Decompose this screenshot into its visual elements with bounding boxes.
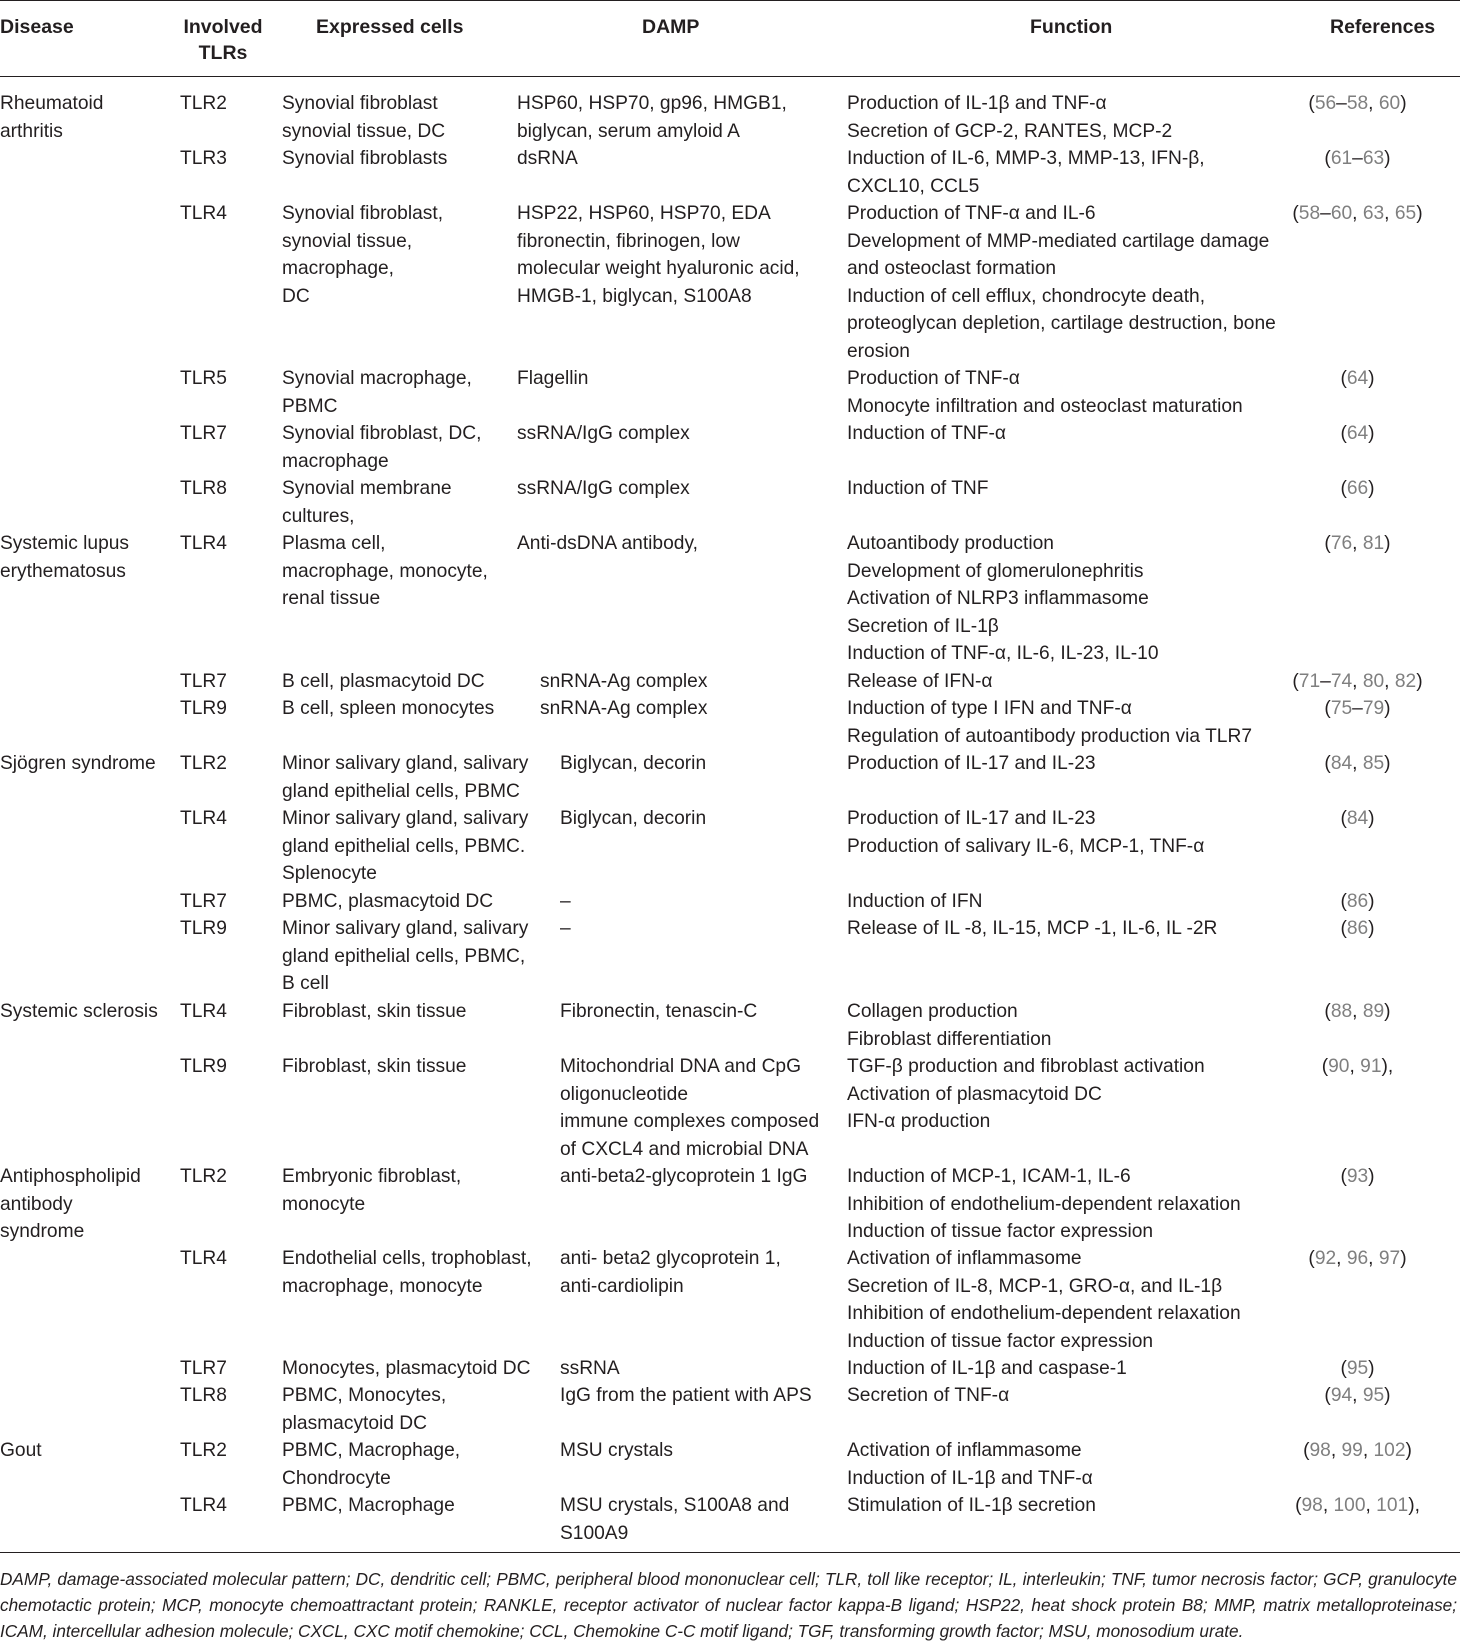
damp-cell xyxy=(560,998,757,1026)
damp-cell-line: biglycan, serum amyloid A xyxy=(517,120,740,142)
header-tlrs-line1: Involved xyxy=(183,16,263,38)
damp-cell xyxy=(560,1053,819,1163)
expressed-cells-cell xyxy=(282,915,528,998)
damp-cell-line: – xyxy=(560,891,571,912)
expressed-cells-cell xyxy=(282,888,493,916)
expressed-cells-cell-line: renal tissue xyxy=(282,588,381,609)
function-cell-line: Production of IL-17 and IL-23 xyxy=(847,753,1096,774)
reference-cell xyxy=(1255,1163,1460,1191)
disease-cell-line: arthritis xyxy=(0,120,63,142)
expressed-cells-cell-line: Fibroblast, skin tissue xyxy=(282,1056,467,1077)
expressed-cells-cell-line: Minor salivary gland, salivary xyxy=(282,918,529,939)
damp-cell-line: Flagellin xyxy=(517,368,589,389)
disease-cell-line: Systemic sclerosis xyxy=(0,1001,158,1022)
disease-cell xyxy=(0,90,103,145)
function-cell-line: Secretion of TNF-α xyxy=(847,1385,1010,1406)
reference-cell xyxy=(1255,915,1460,943)
function-cell-line: Production of salivary IL-6, MCP-1, TNF-α xyxy=(847,835,1205,857)
reference-cell xyxy=(1255,475,1460,503)
tlr-cell: TLR4 xyxy=(180,1001,227,1022)
reference-cell xyxy=(1255,1437,1460,1465)
damp-cell-line: – xyxy=(560,918,571,939)
reference-link[interactable]: (61–63) xyxy=(1324,148,1391,169)
tlr-cell: TLR7 xyxy=(180,1358,227,1379)
reference-cell xyxy=(1255,750,1460,778)
expressed-cells-cell xyxy=(282,475,452,530)
expressed-cells-cell-line: monocyte xyxy=(282,1193,366,1215)
reference-cell xyxy=(1255,1382,1460,1410)
damp-cell-line: HMGB-1, biglycan, S100A8 xyxy=(517,285,752,307)
function-cell xyxy=(847,365,1243,420)
function-cell-line: Production of TNF-α xyxy=(847,368,1020,389)
expressed-cells-cell-line: plasmacytoid DC xyxy=(282,1412,428,1434)
expressed-cells-cell-line: B cell, spleen monocytes xyxy=(282,698,495,719)
damp-cell-line: ssRNA xyxy=(560,1358,620,1379)
reference-cell xyxy=(1255,998,1460,1026)
expressed-cells-cell xyxy=(282,530,488,613)
damp-cell-line: anti- beta2 glycoprotein 1, xyxy=(560,1248,781,1269)
function-cell xyxy=(847,805,1204,860)
expressed-cells-cell-line: Splenocyte xyxy=(282,863,377,884)
damp-cell-line: ssRNA/IgG complex xyxy=(517,423,690,444)
damp-cell-line: IgG from the patient with APS xyxy=(560,1385,812,1406)
function-cell-line: Induction of IL-1β and TNF-α xyxy=(847,1467,1093,1489)
expressed-cells-cell-line: DC xyxy=(282,285,310,307)
expressed-cells-cell xyxy=(282,1355,530,1383)
disease-cell-line: Gout xyxy=(0,1440,42,1461)
expressed-cells-cell xyxy=(282,1382,446,1437)
disease-cell-line: erythematosus xyxy=(0,560,126,582)
expressed-cells-cell xyxy=(282,200,443,310)
reference-cell xyxy=(1255,1245,1460,1273)
reference-link[interactable]: (86) xyxy=(1340,891,1375,912)
reference-link[interactable]: (93) xyxy=(1340,1166,1375,1187)
expressed-cells-cell-line: Chondrocyte xyxy=(282,1467,391,1489)
damp-cell xyxy=(560,1163,807,1191)
function-cell-line: Collagen production xyxy=(847,1001,1018,1022)
reference-link[interactable]: (66) xyxy=(1340,478,1375,499)
expressed-cells-cell-line: Embryonic fibroblast, xyxy=(282,1166,462,1187)
reference-link[interactable]: (86) xyxy=(1340,918,1375,939)
reference-link[interactable]: (75–79) xyxy=(1324,698,1391,719)
expressed-cells-cell-line: Synovial macrophage, xyxy=(282,368,472,389)
function-cell xyxy=(847,145,1205,200)
damp-cell xyxy=(560,888,571,916)
reference-link[interactable]: (98, 100, 101), xyxy=(1295,1495,1420,1516)
expressed-cells-cell-line: macrophage, monocyte, xyxy=(282,560,488,582)
reference-link[interactable]: (76, 81) xyxy=(1324,533,1391,554)
header-tlrs xyxy=(183,14,263,66)
tlr-cell: TLR2 xyxy=(180,753,227,774)
function-cell-line: Inhibition of endothelium-dependent relaxation xyxy=(847,1193,1241,1215)
expressed-cells-cell xyxy=(282,998,466,1026)
reference-cell xyxy=(1255,1492,1460,1520)
reference-link[interactable]: (92, 96, 97) xyxy=(1308,1248,1407,1269)
tlr-cell: TLR4 xyxy=(180,533,227,554)
tlr-cell: TLR3 xyxy=(180,148,227,169)
tlr-cell: TLR9 xyxy=(180,918,227,939)
tlr-cell: TLR2 xyxy=(180,1440,227,1461)
damp-cell xyxy=(560,915,571,943)
reference-cell xyxy=(1255,668,1460,696)
damp-cell-line: of CXCL4 and microbial DNA xyxy=(560,1138,809,1160)
damp-cell-line: snRNA-Ag complex xyxy=(540,698,708,719)
function-cell xyxy=(847,1355,1127,1383)
function-cell-line: Secretion of IL-8, MCP-1, GRO-α, and IL-1β xyxy=(847,1275,1223,1297)
reference-cell xyxy=(1255,200,1460,228)
function-cell xyxy=(847,420,1006,448)
reference-link[interactable]: (90, 91), xyxy=(1321,1056,1394,1077)
expressed-cells-cell-line: macrophage, xyxy=(282,258,394,279)
function-cell-line: Activation of NLRP3 inflammasome xyxy=(847,588,1149,609)
reference-link[interactable]: (56–58, 60) xyxy=(1308,93,1407,114)
damp-cell-line: Biglycan, decorin xyxy=(560,808,707,829)
damp-cell xyxy=(517,145,578,173)
function-cell-line: Release of IL -8, IL-15, MCP -1, IL-6, IL -2R xyxy=(847,918,1218,939)
damp-cell-line: S100A9 xyxy=(560,1522,629,1544)
reference-cell xyxy=(1255,888,1460,916)
expressed-cells-cell-line: Endothelial cells, trophoblast, xyxy=(282,1248,532,1269)
reference-cell xyxy=(1255,90,1460,118)
table-header xyxy=(0,0,1460,77)
function-cell-line: Induction of IL-6, MMP-3, MMP-13, IFN-β, xyxy=(847,148,1205,169)
tlr-cell: TLR7 xyxy=(180,891,227,912)
function-cell xyxy=(847,530,1159,668)
expressed-cells-cell-line: macrophage xyxy=(282,450,389,472)
reference-link[interactable]: (98, 99, 102) xyxy=(1303,1440,1412,1461)
function-cell xyxy=(847,1437,1093,1492)
function-cell-line: Inhibition of endothelium-dependent relaxation xyxy=(847,1303,1241,1324)
damp-cell xyxy=(517,90,787,145)
disease-cell xyxy=(0,1437,42,1465)
damp-cell-line: anti-beta2-glycoprotein 1 IgG xyxy=(560,1166,808,1187)
function-cell-line: Monocyte infiltration and osteoclast maturation xyxy=(847,395,1243,417)
function-cell-line: Production of IL-17 and IL-23 xyxy=(847,808,1096,829)
reference-cell xyxy=(1255,805,1460,833)
expressed-cells-cell-line: PBMC, plasmacytoid DC xyxy=(282,891,494,912)
function-cell-line: IFN-α production xyxy=(847,1111,991,1132)
damp-cell-line: molecular weight hyaluronic acid, xyxy=(517,258,800,279)
damp-cell xyxy=(517,475,690,503)
function-cell-line: Induction of type I IFN and TNF-α xyxy=(847,698,1132,719)
expressed-cells-cell xyxy=(282,1163,461,1218)
expressed-cells-cell-line: Synovial fibroblast xyxy=(282,93,438,114)
damp-cell xyxy=(560,1245,781,1300)
reference-link[interactable]: (94, 95) xyxy=(1324,1385,1391,1406)
damp-cell xyxy=(517,420,690,448)
expressed-cells-cell xyxy=(282,750,528,805)
expressed-cells-cell-line: synovial tissue, xyxy=(282,230,413,252)
function-cell-line: Development of MMP-mediated cartilage damage xyxy=(847,230,1270,252)
header-damp: DAMP xyxy=(642,16,700,38)
expressed-cells-cell xyxy=(282,1245,532,1300)
footnote-text: DAMP, damage-associated molecular pattern; DC, dendritic cell; PBMC, peripheral blood mononuclear cell; TLR, toll like receptor; IL, interleukin; TNF, tumor necrosis factor; GCP, granulocyte chemotactic protein; MCP, monocyte chemoattractant protein; RANKLE, receptor activator of nuclear factor kappa-B ligand; HSP22, heat shock protein B8; MMP, matrix metalloproteinase; ICAM, intercellular adhesion molecule; CXCL, CXC motif chemokine; CCL, Chemokine C-C motif ligand; TGF, transforming growth factor; MSU, monosodium urate. xyxy=(0,1569,1457,1641)
damp-cell xyxy=(560,1355,620,1383)
disease-cell xyxy=(0,530,129,585)
function-cell-line: Induction of TNF-α xyxy=(847,423,1006,444)
function-cell xyxy=(847,475,989,503)
damp-cell-line: oligonucleotide xyxy=(560,1083,689,1105)
function-cell-line: Induction of TNF-α, IL-6, IL-23, IL-10 xyxy=(847,643,1159,664)
expressed-cells-cell-line: gland epithelial cells, PBMC xyxy=(282,780,520,802)
header-references: References xyxy=(1330,16,1436,38)
damp-cell xyxy=(560,750,706,778)
reference-link[interactable]: (71–74, 80, 82) xyxy=(1292,671,1423,692)
expressed-cells-cell xyxy=(282,668,485,696)
damp-cell-line: Biglycan, decorin xyxy=(560,753,707,774)
expressed-cells-cell-line: Monocytes, plasmacytoid DC xyxy=(282,1358,531,1379)
function-cell-line: Induction of IL-1β and caspase-1 xyxy=(847,1358,1127,1379)
disease-cell xyxy=(0,1163,141,1246)
function-cell-line: TGF-β production and fibroblast activation xyxy=(847,1056,1205,1077)
disease-cell-line: Systemic lupus xyxy=(0,533,130,554)
damp-cell-line: Anti-dsDNA antibody, xyxy=(517,533,698,554)
damp-cell-line: fibronectin, fibrinogen, low xyxy=(517,230,740,252)
expressed-cells-cell-line: Synovial fibroblast, xyxy=(282,203,444,224)
expressed-cells-cell-line: cultures, xyxy=(282,505,355,527)
expressed-cells-cell xyxy=(282,1492,455,1520)
disease-cell-line: syndrome xyxy=(0,1221,85,1242)
header-expressed-cells: Expressed cells xyxy=(316,16,464,38)
expressed-cells-cell-line: gland epithelial cells, PBMC, xyxy=(282,945,526,967)
expressed-cells-cell xyxy=(282,145,447,173)
function-cell-line: Regulation of autoantibody production via TLR7 xyxy=(847,725,1252,747)
function-cell-line: Production of TNF-α and IL-6 xyxy=(847,203,1096,224)
function-cell xyxy=(847,1053,1205,1136)
function-cell xyxy=(847,1245,1241,1355)
function-cell xyxy=(847,888,982,916)
function-cell xyxy=(847,695,1252,750)
function-cell xyxy=(847,750,1096,778)
damp-cell xyxy=(540,668,707,696)
reference-link[interactable]: (84, 85) xyxy=(1324,753,1391,774)
expressed-cells-cell xyxy=(282,805,528,888)
expressed-cells-cell-line: B cell xyxy=(282,973,329,994)
tlr-cell: TLR2 xyxy=(180,93,227,114)
damp-cell-line: snRNA-Ag complex xyxy=(540,671,708,692)
function-cell xyxy=(847,915,1217,943)
disease-cell-line: Rheumatoid xyxy=(0,93,104,114)
damp-cell-line: dsRNA xyxy=(517,148,578,169)
tlr-cell: TLR9 xyxy=(180,698,227,719)
function-cell-line: Induction of MCP-1, ICAM-1, IL-6 xyxy=(847,1166,1131,1187)
expressed-cells-cell xyxy=(282,90,445,145)
expressed-cells-cell-line: synovial tissue, DC xyxy=(282,120,446,142)
function-cell xyxy=(847,1163,1241,1246)
function-cell-line: Release of IFN-α xyxy=(847,671,993,692)
function-cell-line: Development of glomerulonephritis xyxy=(847,560,1144,582)
reference-cell xyxy=(1255,1355,1460,1383)
expressed-cells-cell-line: PBMC, Macrophage xyxy=(282,1495,455,1516)
tlr-cell: TLR9 xyxy=(180,1056,227,1077)
reference-link[interactable]: (58–60, 63, 65) xyxy=(1292,203,1423,224)
function-cell-line: Activation of inflammasome xyxy=(847,1440,1082,1461)
function-cell xyxy=(847,1492,1096,1520)
function-cell-line: erosion xyxy=(847,340,910,362)
tlr-cell: TLR5 xyxy=(180,368,227,389)
reference-link[interactable]: (84) xyxy=(1340,808,1375,829)
damp-cell-line: Mitochondrial DNA and CpG xyxy=(560,1056,802,1077)
function-cell-line: Production of IL-1β and TNF-α xyxy=(847,93,1107,114)
tlr-cell: TLR8 xyxy=(180,478,227,499)
expressed-cells-cell-line: PBMC, Monocytes, xyxy=(282,1385,447,1406)
expressed-cells-cell xyxy=(282,695,494,723)
function-cell-line: Induction of TNF xyxy=(847,478,989,499)
function-cell-line: Induction of cell efflux, chondrocyte death, xyxy=(847,285,1206,307)
damp-cell xyxy=(560,1492,789,1547)
expressed-cells-cell-line: Fibroblast, skin tissue xyxy=(282,1001,467,1022)
reference-link[interactable]: (64) xyxy=(1340,423,1375,444)
expressed-cells-cell-line: Synovial fibroblast, DC, xyxy=(282,423,482,444)
function-cell-line: Activation of plasmacytoid DC xyxy=(847,1083,1102,1105)
damp-cell-line: anti-cardiolipin xyxy=(560,1275,684,1297)
tlr-cell: TLR8 xyxy=(180,1385,227,1406)
damp-cell xyxy=(517,365,588,393)
tlr-cell: TLR4 xyxy=(180,1495,227,1516)
function-cell xyxy=(847,998,1051,1053)
function-cell xyxy=(847,90,1172,145)
reference-link[interactable]: (64) xyxy=(1340,368,1375,389)
disease-cell xyxy=(0,750,156,778)
function-cell-line: Secretion of IL-1β xyxy=(847,615,999,637)
damp-cell xyxy=(517,200,800,310)
function-cell-line: Induction of tissue factor expression xyxy=(847,1330,1154,1352)
damp-cell-line: MSU crystals xyxy=(560,1440,673,1461)
reference-cell xyxy=(1255,145,1460,173)
reference-cell xyxy=(1255,420,1460,448)
damp-cell xyxy=(540,695,707,723)
function-cell xyxy=(847,1382,1009,1410)
tlr-cell: TLR2 xyxy=(180,1166,227,1187)
reference-link[interactable]: (88, 89) xyxy=(1324,1001,1391,1022)
reference-cell xyxy=(1255,365,1460,393)
damp-cell-line: MSU crystals, S100A8 and xyxy=(560,1495,790,1516)
damp-cell-line: immune complexes composed xyxy=(560,1111,820,1132)
expressed-cells-cell xyxy=(282,1437,460,1492)
expressed-cells-cell-line: PBMC xyxy=(282,395,338,417)
function-cell-line: CXCL10, CCL5 xyxy=(847,175,980,197)
disease-cell xyxy=(0,998,158,1026)
disease-cell-line: antibody xyxy=(0,1193,73,1215)
expressed-cells-cell-line: Minor salivary gland, salivary xyxy=(282,753,529,774)
table-footnote xyxy=(0,1552,1460,1644)
function-cell-line: Secretion of GCP-2, RANTES, MCP-2 xyxy=(847,120,1173,142)
expressed-cells-cell-line: Minor salivary gland, salivary xyxy=(282,808,529,829)
function-cell-line: Induction of IFN xyxy=(847,891,983,912)
damp-cell xyxy=(560,1437,673,1465)
function-cell-line: Stimulation of IL-1β secretion xyxy=(847,1495,1096,1516)
header-function: Function xyxy=(1030,16,1113,38)
expressed-cells-cell-line: macrophage, monocyte xyxy=(282,1275,483,1297)
expressed-cells-cell-line: gland epithelial cells, PBMC. xyxy=(282,835,526,857)
reference-cell xyxy=(1255,695,1460,723)
disease-cell-line: Antiphospholipid xyxy=(0,1166,141,1187)
damp-cell-line: HSP22, HSP60, HSP70, EDA xyxy=(517,203,771,224)
expressed-cells-cell-line: Synovial fibroblasts xyxy=(282,148,448,169)
tlr-cell: TLR4 xyxy=(180,203,227,224)
tlr-cell: TLR4 xyxy=(180,808,227,829)
expressed-cells-cell-line: B cell, plasmacytoid DC xyxy=(282,671,485,692)
function-cell xyxy=(847,668,992,696)
header-tlrs-line2: TLRs xyxy=(198,42,248,64)
tlr-cell: TLR4 xyxy=(180,1248,227,1269)
reference-cell xyxy=(1255,1053,1460,1081)
function-cell-line: Induction of tissue factor expression xyxy=(847,1221,1154,1242)
function-cell-line: and osteoclast formation xyxy=(847,258,1057,279)
expressed-cells-cell xyxy=(282,420,481,475)
damp-cell xyxy=(560,805,706,833)
reference-link[interactable]: (95) xyxy=(1340,1358,1375,1379)
tlr-cell: TLR7 xyxy=(180,423,227,444)
disease-cell-line: Sjögren syndrome xyxy=(0,753,156,774)
expressed-cells-cell-line: PBMC, Macrophage, xyxy=(282,1440,461,1461)
expressed-cells-cell-line: Plasma cell, xyxy=(282,533,386,554)
function-cell-line: Activation of inflammasome xyxy=(847,1248,1082,1269)
function-cell xyxy=(847,200,1276,365)
header-disease: Disease xyxy=(0,16,74,38)
tlr-cell: TLR7 xyxy=(180,671,227,692)
expressed-cells-cell xyxy=(282,1053,466,1081)
function-cell-line: Autoantibody production xyxy=(847,533,1054,554)
function-cell-line: proteoglycan depletion, cartilage destruction, bone xyxy=(847,313,1276,334)
damp-cell-line: Fibronectin, tenascin-C xyxy=(560,1001,758,1022)
expressed-cells-cell-line: Synovial membrane xyxy=(282,478,452,499)
damp-cell xyxy=(560,1382,812,1410)
damp-cell-line: ssRNA/IgG complex xyxy=(517,478,690,499)
damp-cell-line: HSP60, HSP70, gp96, HMGB1, xyxy=(517,93,787,114)
function-cell-line: Fibroblast differentiation xyxy=(847,1028,1052,1050)
reference-cell xyxy=(1255,530,1460,558)
expressed-cells-cell xyxy=(282,365,472,420)
damp-cell xyxy=(517,530,698,558)
